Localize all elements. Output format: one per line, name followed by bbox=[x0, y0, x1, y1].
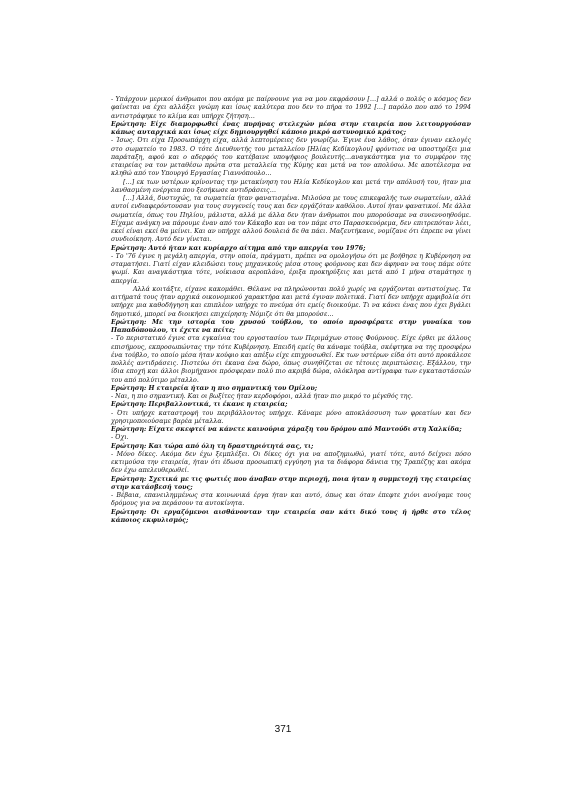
interview-answer: - Ναι, η πιο σημαντική. Και οι βωξίτες ήταν κερδοφόροι, αλλά ήταν πιο μικρό το μέγεθός της. bbox=[111, 393, 413, 400]
interview-paragraph: Αλλά κοιτάξτε, είχανε κακομάθει. Θέλανε να πληρώνονται πολύ χωρίς να εργάζονται αντιστοίχως. Τα αιτήματά τους ήταν αρχικά οικονομικού χαρακτήρα και μετά έγιναν πολιτικά. Γιατί δεν υπήρχε αμφιβολία ότι υπήρχε μια καθοδήγηση και επιπλέον υπήρχε το πνεύμα ότι εμείς διοικούμε. Τι να κάνει ένας που έχει βγάλει δημοτικό, μπορεί να διοικήσει επιχείρηση; Νόμιζε ότι θα μπορούσε… bbox=[111, 285, 471, 318]
interview-answer: - Το '76 έγινε η μεγάλη απεργία, στην οποία, πράγματι, πρέπει να ομολογήσω ότι με βοήθησε η Κυβέρνηση να σταματήσει. Γιατί είχαν κλειδώσει τους μηχανικούς μέσα στους φούρνους και δεν άφηναν να τους πάμε ούτε ψωμί. Και αναγκάστηκα τότε, νοίκιασα αεροπλάνο, έριξα προκηρύξεις και μετά από 1 μήνα σταμάτησε η απεργία. bbox=[111, 252, 471, 285]
interview-answer: - Ίσως. Ότι είχα Προσωπάρχη είχα, αλλά λεπτομέρειες δεν γνωρίζω. Έγινε ένα λάθος, όταν έγιναν εκλογές στο σωματείο το 1983. Ο τότε Διευθυντής του μεταλλείου [Ηλίας Κεδίκογλου] φρόντισε να υποστηρίξει μια παράταξη, αφού και ο αδερφός του κατέβαινε υποψήφιος βουλευτής…αναγκάστηκα για το συμφέρον της εταιρείας να τον μεταθέσω πρώτα στα μεταλλεία της Κύμης και μετά να τον απολύσω. Με αποτέλεσμα να κληθώ από τον Υπουργό Εργασίας Γιαννόπουλο… bbox=[111, 137, 471, 178]
interview-paragraph: […] Αλλά, δυστυχώς, τα σωματεία ήταν φανατισμένα. Μιλούσα με τους επικεφαλής των σωματείων, αλλά αυτοί ενδιαφερόντουσαν για τους συγγενείς τους και δεν εργάζόταν καθόλου. Αυτοί ήταν φανατικοί. Με άλλα σωματεία, όπως του Πηλίου, μάλιστα, αλλά με άλλα δεν ήταν άνθρωποι που μπορούσαμε να συνεννοηθούμε. Είχαμε ανάγκη να πάρουμε έναν από τον Κάκαβο και να τον πάμε στο Παρασκευόρεμα, δεν επιτρεπόταν λέει, εκεί είναι εκεί θα μείνει. Και αν υπήρχε αλλού δουλειά δε θα πάει. Μαζευτήκανε, νομίζανε ότι έπρεπε να γίνει συνδιοίκηση. Αυτό δεν γίνεται. bbox=[111, 195, 471, 244]
interview-question: Ερώτηση: Περιβαλλοντικά, τι έκανε η εταιρεία; bbox=[111, 401, 288, 409]
interview-question: Ερώτηση: Με την ιστορία του χρυσού τούβλου, το οποίο προσφέρατε στην γυναίκα του Παπαδόπουλου, τι έχετε να πείτε; bbox=[111, 318, 471, 334]
interview-question: Ερώτηση: Είχε διαμορφωθεί ένας πυρήνας στελεχών μέσα στην εταιρεία που λειτουργούσαν κάπως αυταρχικά και ίσως είχε δημιουργηθεί κάποιο μικρό αστυνομικό κράτος; bbox=[111, 120, 471, 136]
interview-answer: - Όχι. bbox=[111, 434, 129, 442]
interview-answer: - Υπάρχουν μερικοί άνθρωποι που ακόμα με παίρνουνε για να μου εκφράσουν […] αλλά ο πολύς ο κόσμος δεν φαίνεται να έχει αλλάξει γνώμη και ίσως καλύτερα που δεν το πήρα το 1992 […] παρόλο που από το 1994 αντιστράφηκε το κλίμα και υπήρχε ζήτηση… bbox=[111, 96, 471, 120]
interview-answer: - Το περιστατικό έγινε στα εγκαίνια του εργοστασίου των Περιμάχων στους Φούρνους. Είχε έρθει με άλλους επισήμους, εκπροσωπώντας την τότε Κυβέρνηση. Επειδή εμείς θα κάναμε τούβλα, σκέφτηκα να της προσφέρω ένα τούβλο, το οποίο μέσα ήταν κούφιο και απέξω είχε επιχρυσωθεί. Εκ των υστέρων είδα ότι αυτό προκάλεσε πολλές αντιδράσεις. Πιστεύω ότι έκανα ένα δώρο, όπως συνηθίζεται σε τέτοιες περιπτώσεις. Εξάλλου, την ίδια εποχή και άλλοι βιομήχανοι πρόσφεραν πολύ πιο ακριβά δώρα, ολόκληρα αντίγραφα των εγκαταστάσεών του από πολύτιμο μέταλλο. bbox=[111, 335, 471, 384]
interview-question: Ερώτηση: Αυτό ήταν και κυρίαρχο αίτημα από την απεργία του 1976; bbox=[111, 244, 366, 252]
interview-answer: - Ότι υπήρχε καταστροφή του περιβάλλοντος υπήρχε. Κάναμε μόνο αποκλάσσυση των φρεατίων και δεν χρησιμοποιούσαμε βαρέα μέταλλα. bbox=[111, 409, 471, 425]
interview-answer: - Μόνο δίκες. Ακόμα δεν έχω ξεμπλέξει. Οι δίκες όχι για να αποζημιωθώ, γιατί τότε, αυτό δείχνει πόσο εκτιμούσα την εταιρεία, ήταν ότι έδωσα προσωπική εγγύηση για τα διάφορα δάνεια της Τραπέζης και ακόμα δεν έχω απελευθερωθεί. bbox=[111, 450, 471, 475]
interview-question: Ερώτηση: Οι εργαζόμενοι αισθάνονταν την εταιρεία σαν κάτι δικό τους ή ήρθε στο τέλος κάποιος εκφυλισμός; bbox=[111, 508, 471, 524]
interview-question: Ερώτηση: Και τώρα από όλη τη δραστηριότητά σας, τι; bbox=[111, 442, 314, 450]
interview-paragraph: […] εκ των υστέρων κρίνοντας την μετακίνηση του Ηλία Κεδίκογλου και μετά την απόλυσή του, ήταν μια λανθασμένη ενέργεια που ξεσήκωσε αντιδράσεις… bbox=[111, 178, 471, 194]
interview-question: Ερώτηση: Είχατε σκεφτεί να κάνετε καινούρια χάραξη του δρόμου από Μαντούδι στη Χαλκίδα; bbox=[111, 426, 462, 433]
page-number: 371 bbox=[274, 724, 292, 735]
interview-text bbox=[111, 96, 471, 525]
interview-question: Ερώτηση: Σχετικά με τις φωτιές που άναβαν στην περιοχή, ποια ήταν η συμμετοχή της εταιρείας στην κατάσβεσή τους; bbox=[111, 475, 471, 491]
interview-answer: - Βέβαια, επανειλημμένως στα κοινωνικά έργα ήταν και αυτό, όπως και όταν έπεφτε χιόνι ανοίγαμε τους δρόμους για να περάσουν τα αυτοκίνητα. bbox=[111, 492, 471, 508]
interview-question: Ερώτηση: Η εταιρεία ήταν η πιο σημαντική του Ομίλου; bbox=[111, 384, 318, 392]
